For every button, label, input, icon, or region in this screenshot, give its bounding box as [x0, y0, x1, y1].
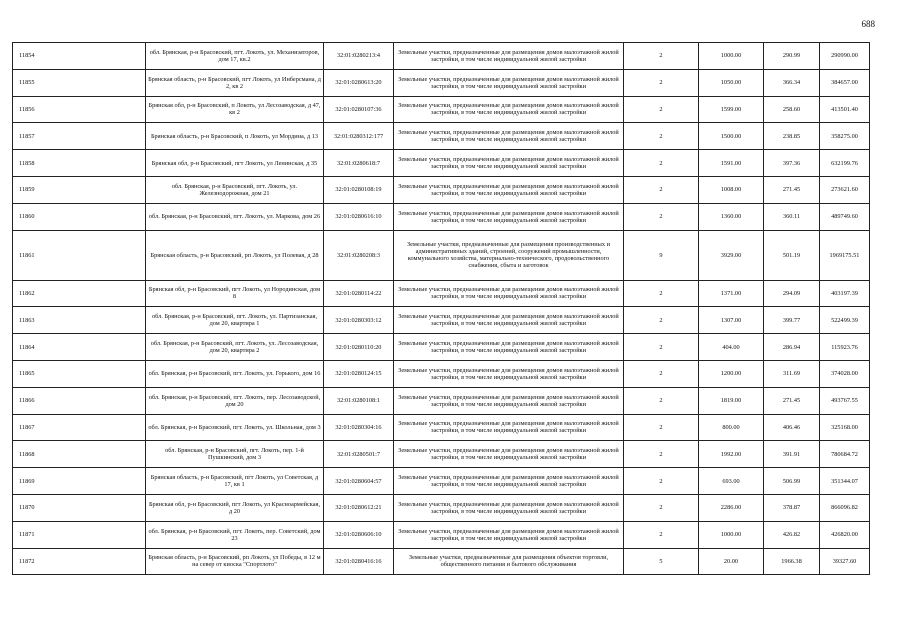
specific-value-cell: 290.99	[764, 43, 820, 70]
specific-value-cell: 286.94	[764, 334, 820, 361]
row-number: 11862	[13, 280, 146, 307]
cadastral-number-cell: 32:01:0280108:1	[324, 387, 394, 414]
cadastral-value-cell: 413501.40	[820, 96, 870, 123]
group-cell: 2	[624, 203, 699, 230]
cadastral-value-cell: 1969175.51	[820, 230, 870, 280]
table-row	[13, 43, 870, 70]
area-cell: 1599.00	[699, 96, 764, 123]
group-cell: 2	[624, 150, 699, 177]
specific-value-cell: 271.45	[764, 387, 820, 414]
page-number: 688	[861, 19, 875, 29]
land-use-cell: Земельные участки, предназначенные для размещения домов малоэтажной жилой застройки, в том числе индивидуальной жилой застройки	[394, 494, 624, 521]
address-cell: Брянская обл, р-н Брасовский, п Локоть, ул Лесозаводская, д 47, кв 2	[146, 96, 324, 123]
table-row	[13, 494, 870, 521]
group-cell: 2	[624, 280, 699, 307]
row-number: 11867	[13, 414, 146, 441]
cadastral-number-cell: 32:01:0280312:177	[324, 123, 394, 150]
cadastral-value-cell: 290990.00	[820, 43, 870, 70]
cadastral-value-cell: 384657.00	[820, 69, 870, 96]
group-cell: 2	[624, 441, 699, 468]
group-cell: 2	[624, 494, 699, 521]
land-use-cell: Земельные участки, предназначенные для размещения домов малоэтажной жилой застройки, в том числе индивидуальной жилой застройки	[394, 150, 624, 177]
address-cell: обл. Брянская, р-н Брасовский, пгт. Локоть, ул. Школьная, дом 3	[146, 414, 324, 441]
address-cell: Брянская область, р-н Брасовский, пгт Локоть, ул Инберсмана, д 2, кв 2	[146, 69, 324, 96]
area-cell: 1000.00	[699, 43, 764, 70]
cadastral-number-cell: 32:01:0280304:16	[324, 414, 394, 441]
specific-value-cell: 311.69	[764, 360, 820, 387]
cadastral-number-cell: 32:01:0280108:19	[324, 176, 394, 203]
cadastral-value-cell: 351344.07	[820, 468, 870, 495]
table-row	[13, 230, 870, 280]
land-use-cell: Земельные участки, предназначенные для размещения домов малоэтажной жилой застройки, в том числе индивидуальной жилой застройки	[394, 123, 624, 150]
area-cell: 20.00	[699, 548, 764, 575]
land-use-cell: Земельные участки, предназначенные для размещения домов малоэтажной жилой застройки, в том числе индивидуальной жилой застройки	[394, 414, 624, 441]
cadastral-number-cell: 32:01:0280416:16	[324, 548, 394, 575]
cadastral-number-cell: 32:01:0280604:57	[324, 468, 394, 495]
row-number: 11870	[13, 494, 146, 521]
specific-value-cell: 397.36	[764, 150, 820, 177]
area-cell: 1500.00	[699, 123, 764, 150]
land-use-cell: Земельные участки, предназначенные для размещения домов малоэтажной жилой застройки, в том числе индивидуальной жилой застройки	[394, 96, 624, 123]
specific-value-cell: 399.77	[764, 307, 820, 334]
address-cell: Брянская область, р-н Брасовский, п Локоть, ул Мордина, д 13	[146, 123, 324, 150]
cadastral-value-cell: 39327.60	[820, 548, 870, 575]
cadastral-number-cell: 32:01:0280618:7	[324, 150, 394, 177]
table-row	[13, 468, 870, 495]
row-number: 11868	[13, 441, 146, 468]
area-cell: 1591.00	[699, 150, 764, 177]
group-cell: 5	[624, 548, 699, 575]
cadastral-number-cell: 32:01:0280501:7	[324, 441, 394, 468]
cadastral-number-cell: 32:01:0280613:20	[324, 69, 394, 96]
cadastral-number-cell: 32:01:0280616:10	[324, 203, 394, 230]
area-cell: 2286.00	[699, 494, 764, 521]
specific-value-cell: 1966.38	[764, 548, 820, 575]
group-cell: 2	[624, 360, 699, 387]
address-cell: обл. Брянская, р-н Брасовский, пгт. Локоть, пер. Советский, дом 23	[146, 521, 324, 548]
cadastral-value-table	[12, 42, 870, 575]
cadastral-number-cell: 32:01:0280303:12	[324, 307, 394, 334]
row-number: 11854	[13, 43, 146, 70]
area-cell: 1360.00	[699, 203, 764, 230]
row-number: 11863	[13, 307, 146, 334]
cadastral-value-cell: 866096.82	[820, 494, 870, 521]
table-row	[13, 307, 870, 334]
land-use-cell: Земельные участки, предназначенные для размещения домов малоэтажной жилой застройки, в том числе индивидуальной жилой застройки	[394, 280, 624, 307]
area-cell: 1050.00	[699, 69, 764, 96]
specific-value-cell: 258.60	[764, 96, 820, 123]
cadastral-value-cell: 273621.60	[820, 176, 870, 203]
address-cell: Брянская область, р-н Брасовский, рп Локоть, ул Победы, в 12 м на север от киоска "Спортлото"	[146, 548, 324, 575]
land-use-cell: Земельные участки, предназначенные для размещения домов малоэтажной жилой застройки, в том числе индивидуальной жилой застройки	[394, 521, 624, 548]
area-cell: 1307.00	[699, 307, 764, 334]
address-cell: обл. Брянская, р-н Брасовский, пгт. Локоть, ул. Железнодорожная, дом 21	[146, 176, 324, 203]
table-row	[13, 96, 870, 123]
land-use-cell: Земельные участки, предназначенные для размещения производственных и административных зданий, строений, сооружений промышленности, коммунального хозяйства, материально-технического, продовольственного снабжения, сбыта и заготовок	[394, 230, 624, 280]
specific-value-cell: 426.82	[764, 521, 820, 548]
group-cell: 2	[624, 387, 699, 414]
land-use-cell: Земельные участки, предназначенные для размещения домов малоэтажной жилой застройки, в том числе индивидуальной жилой застройки	[394, 334, 624, 361]
cadastral-number-cell: 32:01:0280208:3	[324, 230, 394, 280]
table-row	[13, 334, 870, 361]
group-cell: 2	[624, 176, 699, 203]
specific-value-cell: 406.46	[764, 414, 820, 441]
table-row	[13, 203, 870, 230]
specific-value-cell: 271.45	[764, 176, 820, 203]
address-cell: обл. Брянская, р-н Брасовский, пгт. Локоть, ул. Лесозаводская, дом 20, квартира 2	[146, 334, 324, 361]
specific-value-cell: 360.11	[764, 203, 820, 230]
address-cell: Брянская обл, р-н Брасовский, пгт Локоть, ул Красноармейская, д 20	[146, 494, 324, 521]
area-cell: 693.00	[699, 468, 764, 495]
table-row	[13, 69, 870, 96]
address-cell: обл. Брянская, р-н Брасовский, пгт. Локоть, пер. Лесозаводской, дом 20	[146, 387, 324, 414]
cadastral-value-cell: 115923.76	[820, 334, 870, 361]
area-cell: 1992.00	[699, 441, 764, 468]
land-use-cell: Земельные участки, предназначенные для размещения домов малоэтажной жилой застройки, в том числе индивидуальной жилой застройки	[394, 468, 624, 495]
group-cell: 2	[624, 334, 699, 361]
row-number: 11869	[13, 468, 146, 495]
cadastral-number-cell: 32:01:0280213:4	[324, 43, 394, 70]
land-use-cell: Земельные участки, предназначенные для размещения домов малоэтажной жилой застройки, в том числе индивидуальной жилой застройки	[394, 360, 624, 387]
cadastral-value-cell: 522499.39	[820, 307, 870, 334]
cadastral-value-cell: 493767.55	[820, 387, 870, 414]
cadastral-value-cell: 426820.00	[820, 521, 870, 548]
specific-value-cell: 506.99	[764, 468, 820, 495]
cadastral-value-cell: 374028.00	[820, 360, 870, 387]
cadastral-number-cell: 32:01:0280110:20	[324, 334, 394, 361]
cadastral-number-cell: 32:01:0280612:21	[324, 494, 394, 521]
group-cell: 9	[624, 230, 699, 280]
cadastral-value-cell: 325168.00	[820, 414, 870, 441]
area-cell: 800.00	[699, 414, 764, 441]
cadastral-value-cell: 403197.39	[820, 280, 870, 307]
area-cell: 1200.00	[699, 360, 764, 387]
group-cell: 2	[624, 414, 699, 441]
group-cell: 2	[624, 307, 699, 334]
cadastral-value-cell: 489749.60	[820, 203, 870, 230]
group-cell: 2	[624, 521, 699, 548]
address-cell: обл. Брянская, р-н Брасовский, пгт. Локоть, пер. 1-й Пушкинский, дом 3	[146, 441, 324, 468]
land-use-cell: Земельные участки, предназначенные для размещения объектов торговли, общественного питания и бытового обслуживания	[394, 548, 624, 575]
area-cell: 1008.00	[699, 176, 764, 203]
cadastral-number-cell: 32:01:0280606:10	[324, 521, 394, 548]
area-cell: 404.00	[699, 334, 764, 361]
row-number: 11866	[13, 387, 146, 414]
table-row	[13, 360, 870, 387]
row-number: 11872	[13, 548, 146, 575]
cadastral-number-cell: 32:01:0280107:36	[324, 96, 394, 123]
cadastral-value-cell: 358275.00	[820, 123, 870, 150]
row-number: 11864	[13, 334, 146, 361]
land-use-cell: Земельные участки, предназначенные для размещения домов малоэтажной жилой застройки, в том числе индивидуальной жилой застройки	[394, 43, 624, 70]
area-cell: 1000.00	[699, 521, 764, 548]
address-cell: обл. Брянская, р-н Брасовский, пгт. Локоть, ул. Механизаторов, дом 17, кв.2	[146, 43, 324, 70]
specific-value-cell: 294.09	[764, 280, 820, 307]
table-row	[13, 280, 870, 307]
row-number: 11857	[13, 123, 146, 150]
cadastral-value-cell: 780684.72	[820, 441, 870, 468]
land-use-cell: Земельные участки, предназначенные для размещения домов малоэтажной жилой застройки, в том числе индивидуальной жилой застройки	[394, 203, 624, 230]
land-use-cell: Земельные участки, предназначенные для размещения домов малоэтажной жилой застройки, в том числе индивидуальной жилой застройки	[394, 176, 624, 203]
group-cell: 2	[624, 96, 699, 123]
cadastral-number-cell: 32:01:0280114:22	[324, 280, 394, 307]
cadastral-value-cell: 632199.76	[820, 150, 870, 177]
address-cell: Брянская обл, р-н Брасовский, пгт Локоть, ул Нородинская, дом 8	[146, 280, 324, 307]
address-cell: Брянская область, р-н Брасовский, пгт Локоть, ул Советская, д 17, кв 1	[146, 468, 324, 495]
table-row	[13, 548, 870, 575]
table-row	[13, 441, 870, 468]
address-cell: обл. Брянская, р-н Брасовский, пгт. Локоть, ул. Партизанская, дом 20, квартира 1	[146, 307, 324, 334]
cadastral-number-cell: 32:01:0280124:15	[324, 360, 394, 387]
land-use-cell: Земельные участки, предназначенные для размещения домов малоэтажной жилой застройки, в том числе индивидуальной жилой застройки	[394, 441, 624, 468]
group-cell: 2	[624, 43, 699, 70]
table-row	[13, 176, 870, 203]
specific-value-cell: 501.19	[764, 230, 820, 280]
row-number: 11859	[13, 176, 146, 203]
group-cell: 2	[624, 468, 699, 495]
row-number: 11860	[13, 203, 146, 230]
specific-value-cell: 378.87	[764, 494, 820, 521]
row-number: 11871	[13, 521, 146, 548]
area-cell: 3929.00	[699, 230, 764, 280]
area-cell: 1819.00	[699, 387, 764, 414]
table-row	[13, 521, 870, 548]
row-number: 11855	[13, 69, 146, 96]
row-number: 11861	[13, 230, 146, 280]
area-cell: 1371.00	[699, 280, 764, 307]
group-cell: 2	[624, 69, 699, 96]
table-row	[13, 387, 870, 414]
address-cell: обл. Брянская, р-н Брасовский, пгт. Локоть, ул. Маркова, дом 26	[146, 203, 324, 230]
land-use-cell: Земельные участки, предназначенные для размещения домов малоэтажной жилой застройки, в том числе индивидуальной жилой застройки	[394, 69, 624, 96]
row-number: 11856	[13, 96, 146, 123]
row-number: 11865	[13, 360, 146, 387]
group-cell: 2	[624, 123, 699, 150]
table-row	[13, 123, 870, 150]
address-cell: обл. Брянская, р-н Брасовский, пгт. Локоть, ул. Горького, дом 16	[146, 360, 324, 387]
specific-value-cell: 238.85	[764, 123, 820, 150]
specific-value-cell: 391.91	[764, 441, 820, 468]
specific-value-cell: 366.34	[764, 69, 820, 96]
table-row	[13, 414, 870, 441]
table-row	[13, 150, 870, 177]
address-cell: Брянская обл, р-н Брасовский, пгт Локоть, ул Ленинская, д 35	[146, 150, 324, 177]
land-use-cell: Земельные участки, предназначенные для размещения домов малоэтажной жилой застройки, в том числе индивидуальной жилой застройки	[394, 387, 624, 414]
land-use-cell: Земельные участки, предназначенные для размещения домов малоэтажной жилой застройки, в том числе индивидуальной жилой застройки	[394, 307, 624, 334]
row-number: 11858	[13, 150, 146, 177]
address-cell: Брянская область, р-н Брасовский, рп Локоть, ул Полевая, д 28	[146, 230, 324, 280]
